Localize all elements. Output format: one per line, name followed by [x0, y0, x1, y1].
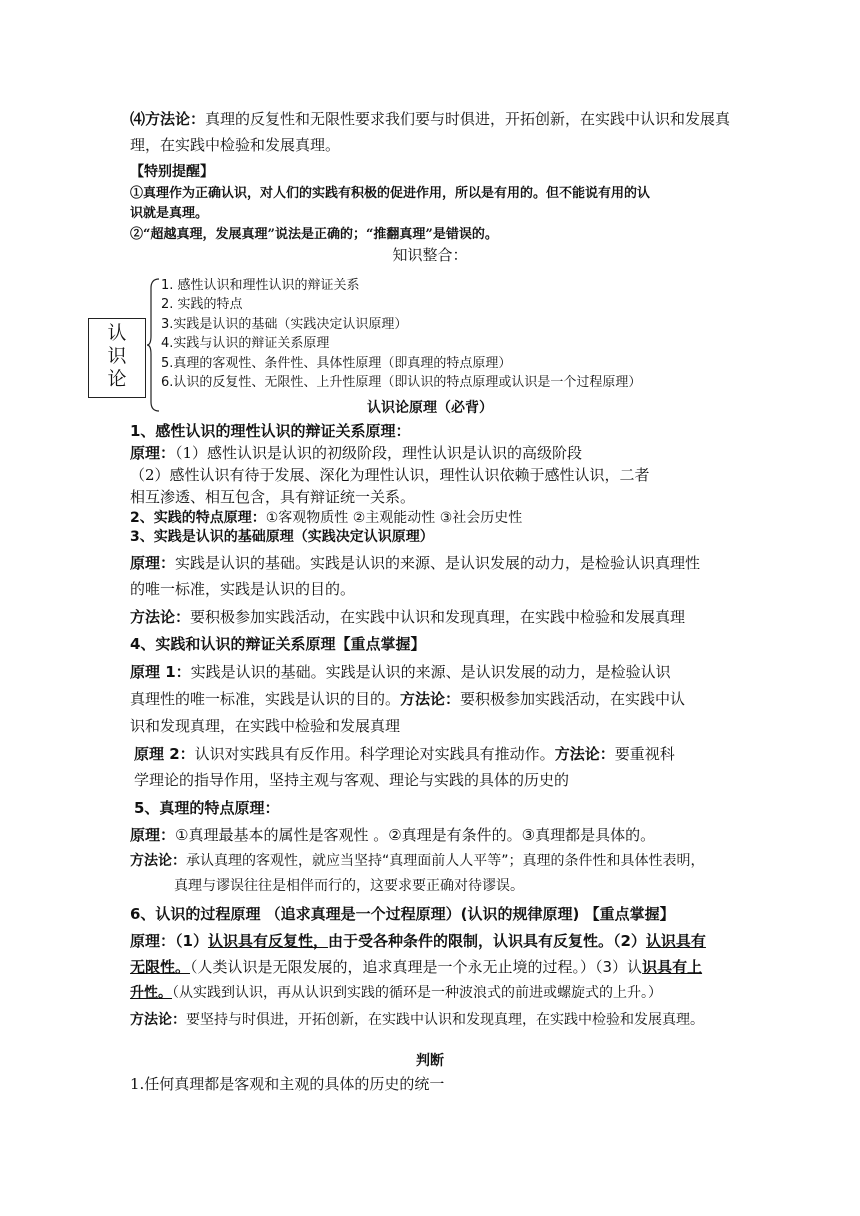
section-5-methodology-line-1	[130, 852, 705, 870]
integration-item: 4.实践与认识的辩证关系原理	[161, 336, 330, 351]
section-4-p2-text-1b: 要重视科	[614, 745, 675, 763]
section-1-line-3: 相互渗透、相互包含，具有辩证统一关系。	[130, 488, 416, 506]
section-3-methodology-text: 要积极参加实践活动，在实践中认识和发现真理，在实践中检验和发展真理	[190, 608, 686, 626]
section-6-line-3	[130, 983, 662, 1003]
section-6-part: （从实践到认识，再从认识到实践的循环是一种波浪式的前进或螺旋式的上升。）	[172, 985, 662, 1001]
section-3-label: 原理：	[130, 554, 176, 572]
section-3-text-1: 实践是认识的基础。实践是认识的来源、是认识发展的动力，是检验认识真理性	[175, 554, 701, 572]
section-4-heading: 4、实践和认识的辩证关系原理【重点掌握】	[130, 635, 426, 653]
section-4-p1-line-3: 识和发现真理，在实践中检验和发展真理	[130, 717, 401, 735]
section-2-line	[130, 509, 522, 527]
methodology-line-2: 理，在实践中检验和发展真理。	[130, 136, 341, 154]
section-4-p2-line-1	[134, 744, 675, 764]
section-2-text: ①客观物质性 ②主观能动性 ③社会历史性	[265, 510, 523, 526]
section-6-part: （人类认识是无限发展的，追求真理是一个永无止境的过程。）（3）认	[190, 958, 643, 976]
epistemology-box	[88, 318, 146, 398]
section-6-part: 无限性。	[130, 958, 191, 976]
section-6-part: 认识具有反复性，	[207, 932, 328, 950]
section-3-line-1	[130, 553, 700, 573]
integration-item: 1. 感性认识和理性认识的辩证关系	[161, 278, 360, 293]
section-6-methodology-label: 方法论：	[130, 1012, 186, 1028]
section-6-part: 由于受各种条件的限制，认识具有反复性。（2）	[327, 932, 646, 950]
section-6-part: 识具有上	[642, 958, 703, 976]
section-3-methodology	[130, 607, 685, 627]
section-5-label: 原理：	[130, 826, 176, 844]
section-1-text-1: （1）感性认识是认识的初级阶段，理性认识是认识的高级阶段	[175, 444, 583, 462]
section-6-methodology	[130, 1010, 704, 1030]
section-6-line-1	[130, 931, 706, 951]
integration-item: 2. 实践的特点	[161, 297, 243, 312]
section-5-methodology-line-2: 真理与谬误往往是相伴而行的，这要求要正确对待谬误。	[174, 878, 524, 894]
judgment-question-1: 1.任何真理都是客观和主观的具体的历史的统一	[130, 1075, 445, 1093]
methodology-line-1	[130, 109, 730, 129]
section-5-line	[130, 825, 655, 845]
section-6-label: 原理：	[130, 932, 176, 950]
brace-icon	[146, 278, 160, 412]
section-1-heading: 1、感性认识的理性认识的辩证关系原理：	[130, 422, 411, 440]
section-4-p1-text-2b: 要积极参加实践活动，在实践中认	[460, 690, 686, 708]
integration-item: 3.实践是认识的基础（实践决定认识原理）	[161, 317, 408, 332]
section-4-p2-label: 原理 2：	[134, 745, 195, 763]
section-4-p2-line-2: 学理论的指导作用，坚持主观与客观、理论与实践的具体的历史的	[134, 771, 570, 789]
section-4-p1-methodology-label: 方法论：	[400, 690, 461, 708]
section-3-methodology-label: 方法论：	[130, 608, 191, 626]
section-4-p1-label: 原理 1：	[130, 663, 191, 681]
section-6-part: 认识具有	[645, 932, 706, 950]
section-4-p2-methodology-label: 方法论：	[554, 745, 615, 763]
integration-item: 5.真理的客观性、条件性、具体性原理（即真理的特点原理）	[161, 356, 512, 371]
section-4-p1-text-2a: 真理性的唯一标准，实践是认识的目的。	[130, 690, 401, 708]
integration-item: 6.认识的反复性、无限性、上升性原理（即认识的特点原理或认识是一个过程原理）	[161, 375, 642, 390]
section-3-line-2: 的唯一标准，实践是认识的目的。	[130, 580, 356, 598]
section-6-part: 升性。	[130, 985, 172, 1001]
section-1-line-2: （2）感性认识有待于发展、深化为理性认识，理性认识依赖于感性认识，二者	[130, 466, 650, 484]
integration-title: 知识整合：	[392, 246, 468, 264]
epistemology-box-label: 认识论	[107, 322, 127, 390]
section-5-heading: 5、真理的特点原理：	[134, 799, 280, 817]
section-2-heading: 2、实践的特点原理：	[130, 510, 266, 526]
section-5-methodology-label: 方法论：	[130, 853, 186, 869]
section-6-line-2	[130, 957, 702, 977]
section-4-p1-line-1	[130, 662, 671, 682]
methodology-label: ⑷方法论：	[130, 110, 206, 128]
section-5-text: ①真理最基本的属性是客观性 。②真理是有条件的。③真理都是具体的。	[175, 826, 656, 844]
principles-title: 认识论原理（必背）	[367, 400, 493, 416]
section-4-p1-line-2	[130, 689, 685, 709]
section-6-heading: 6、认识的过程原理 （追求真理是一个过程原理）(认识的规律原理) 【重点掌握】	[130, 905, 675, 923]
section-4-p2-text-1: 认识对实践具有反作用。科学理论对实践具有推动作。	[194, 745, 555, 763]
judgment-title: 判断	[416, 1053, 444, 1069]
section-5-methodology-text-1: 承认真理的客观性，就应当坚持“真理面前人人平等”；真理的条件性和具体性表明，	[186, 853, 705, 869]
section-1-line-1	[130, 443, 582, 463]
reminder-1-line-2: 识就是真理。	[130, 206, 209, 221]
section-3-heading: 3、实践是认识的基础原理（实践决定认识原理）	[130, 529, 434, 545]
section-6-methodology-text: 要坚持与时俱进，开拓创新，在实践中认识和发现真理，在实践中检验和发展真理。	[186, 1012, 704, 1028]
special-reminder-title: 【特别提醒】	[130, 164, 214, 180]
reminder-2: ②“超越真理，发展真理”说法是正确的；“推翻真理”是错误的。	[130, 227, 498, 242]
reminder-1-line-1: ①真理作为正确认识，对人们的实践有积极的促进作用，所以是有用的。但不能说有用的认	[130, 186, 651, 201]
section-6-part: （1）	[175, 932, 208, 950]
methodology-text: 真理的反复性和无限性要求我们要与时俱进，开拓创新，在实践中认识和发展真	[205, 110, 731, 128]
section-1-label: 原理：	[130, 444, 176, 462]
section-4-p1-text-1: 实践是认识的基础。实践是认识的来源、是认识发展的动力，是检验认识	[190, 663, 671, 681]
